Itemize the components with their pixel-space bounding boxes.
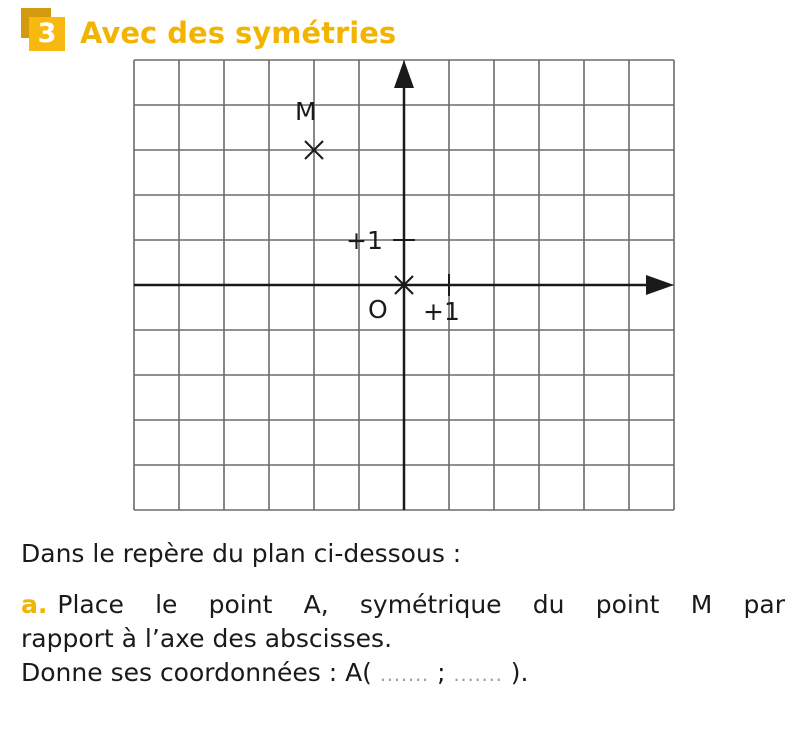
coordinates-separator: ;: [437, 658, 446, 687]
coordinates-suffix: ).: [510, 658, 529, 687]
question-word: le: [155, 590, 178, 619]
exercise-title: Avec des symétries: [80, 16, 397, 50]
question-word: M: [690, 590, 713, 619]
x-axis-arrow: [646, 275, 674, 295]
question-word: du: [532, 590, 565, 619]
question-a-first: [21, 588, 124, 622]
question-word: par: [743, 590, 785, 619]
question-word: A,: [303, 590, 329, 619]
question-word: symétrique: [359, 590, 502, 619]
question-word: point: [595, 590, 660, 619]
question-a-line2: rapport à l’axe des abscisses.: [21, 624, 393, 653]
question-word: point: [208, 590, 273, 619]
coordinates-prefix: Donne ses coordonnées : A(: [21, 658, 372, 687]
question-a-line3: [21, 656, 785, 692]
intro-text: Dans le repère du plan ci-dessous :: [21, 539, 462, 568]
x-unit-label: +1: [423, 297, 460, 326]
point-m-label: M: [295, 97, 317, 126]
y-unit-label: +1: [346, 226, 383, 255]
answer-blank-y[interactable]: .......: [453, 664, 503, 686]
origin-label: O: [368, 295, 388, 324]
question-a-label: a.: [21, 590, 48, 619]
question-word: Place: [57, 590, 124, 619]
answer-blank-x[interactable]: .......: [379, 664, 430, 686]
y-axis-arrow: [394, 60, 414, 88]
question-a-line1: [21, 588, 785, 622]
exercise-number-badge: 3: [29, 17, 65, 51]
question-a: [21, 588, 785, 692]
